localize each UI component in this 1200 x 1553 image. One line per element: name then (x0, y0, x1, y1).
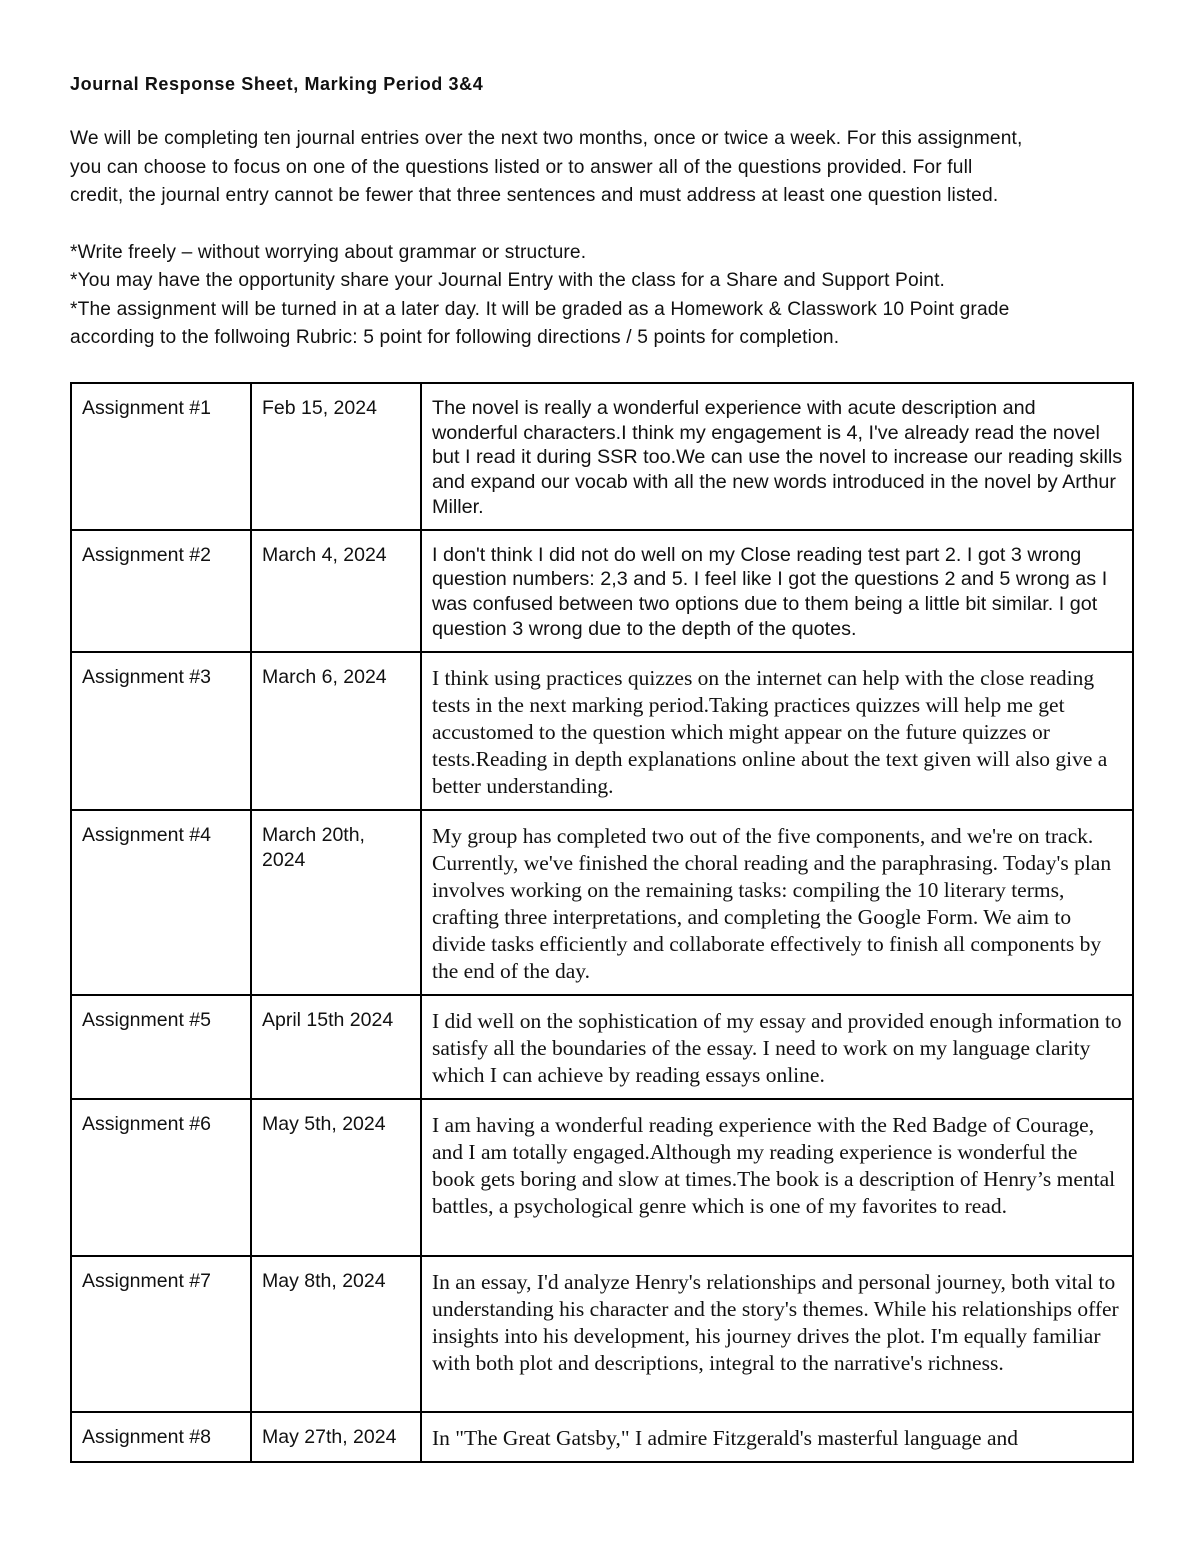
table-row (71, 1256, 1133, 1412)
table-row (71, 652, 1133, 810)
instruction-line: *The assignment will be turned in at a later day. It will be graded as a Homework & Classwork 10 Point grade (70, 298, 1010, 320)
assignment-number: Assignment #2 (71, 530, 251, 652)
assignment-number: Assignment #3 (71, 652, 251, 810)
intro-line: We will be completing ten journal entries over the next two months, once or twice a week. For this assignment, (70, 128, 1023, 149)
assignment-number: Assignment #1 (71, 383, 251, 530)
instruction-line: *Write freely – without worrying about grammar or structure. (70, 241, 587, 263)
journal-table (70, 382, 1134, 1463)
assignment-date: May 27th, 2024 (251, 1412, 421, 1462)
instruction-line: according to the follwoing Rubric: 5 point for following directions / 5 points for completion. (70, 327, 840, 348)
table-row (71, 530, 1133, 652)
journal-entry: I am having a wonderful reading experience with the Red Badge of Courage, and I am totally engaged.Although my reading experience is wonderful the book gets boring and slow at times.The book is a description of Henry’s mental battles, a psychological genre which is one of my favorites to read. (421, 1099, 1133, 1256)
page-title: Journal Response Sheet, Marking Period 3&4 (70, 74, 484, 94)
assignment-number: Assignment #5 (71, 995, 251, 1099)
table-row (71, 810, 1133, 995)
journal-entry: I think using practices quizzes on the internet can help with the close reading tests in the next marking period.Taking practices quizzes will help me get accustomed to the question which might appear on the future quizzes or tests.Reading in depth explanations online about the text given will also give a better understanding. (421, 652, 1133, 810)
table-row (71, 995, 1133, 1099)
document-page (70, 72, 1132, 353)
instruction-line: *You may have the opportunity share your Journal Entry with the class for a Share and Support Point. (70, 270, 946, 291)
table-row (71, 1099, 1133, 1256)
assignment-number: Assignment #4 (71, 810, 251, 995)
journal-entry: I don't think I did not do well on my Close reading test part 2. I got 3 wrong question numbers: 2,3 and 5. I feel like I got the questions 2 and 5 wrong as I was confused between two options due to them being a little bit similar. I got question 3 wrong due to the depth of the quotes. (421, 530, 1133, 652)
assignment-date: March 6, 2024 (251, 652, 421, 810)
journal-entry: In an essay, I'd analyze Henry's relationships and personal journey, both vital to understanding his character and the story's themes. While his relationships offer insights into his development, his journey drives the plot. I'm equally familiar with both plot and descriptions, integral to the narrative's richness. (421, 1256, 1133, 1412)
assignment-number: Assignment #8 (71, 1412, 251, 1462)
intro-line: you can choose to focus on one of the questions listed or to answer all of the questions provided. For full (70, 156, 973, 178)
journal-entry: I did well on the sophistication of my essay and provided enough information to satisfy all the boundaries of the essay. I need to work on my language clarity which I can achieve by reading essays online. (421, 995, 1133, 1099)
table-row (71, 383, 1133, 530)
assignment-date: March 4, 2024 (251, 530, 421, 652)
assignment-number: Assignment #7 (71, 1256, 251, 1412)
intro-paragraph (70, 125, 1132, 211)
assignment-date: March 20th, 2024 (251, 810, 421, 995)
assignment-date: May 5th, 2024 (251, 1099, 421, 1256)
table-row (71, 1412, 1133, 1462)
journal-entry: In "The Great Gatsby," I admire Fitzgerald's masterful language and (421, 1412, 1133, 1462)
assignment-date: April 15th 2024 (251, 995, 421, 1099)
journal-entry: The novel is really a wonderful experience with acute description and wonderful characters.I think my engagement is 4, I've already read the novel but I read it during SSR too.We can use the novel to increase our reading skills and expand our vocab with all the new words introduced in the novel by Arthur Miller. (421, 383, 1133, 530)
journal-entry: My group has completed two out of the five components, and we're on track. Currently, we've finished the choral reading and the paraphrasing. Today's plan involves working on the remaining tasks: compiling the 10 literary terms, crafting three interpretations, and completing the Google Form. We aim to divide tasks efficiently and collaborate effectively to finish all components by the end of the day. (421, 810, 1133, 995)
intro-line: credit, the journal entry cannot be fewer that three sentences and must address at least one question listed. (70, 185, 999, 206)
assignment-date: Feb 15, 2024 (251, 383, 421, 530)
instructions-list (70, 239, 1132, 353)
assignment-date: May 8th, 2024 (251, 1256, 421, 1412)
assignment-number: Assignment #6 (71, 1099, 251, 1256)
